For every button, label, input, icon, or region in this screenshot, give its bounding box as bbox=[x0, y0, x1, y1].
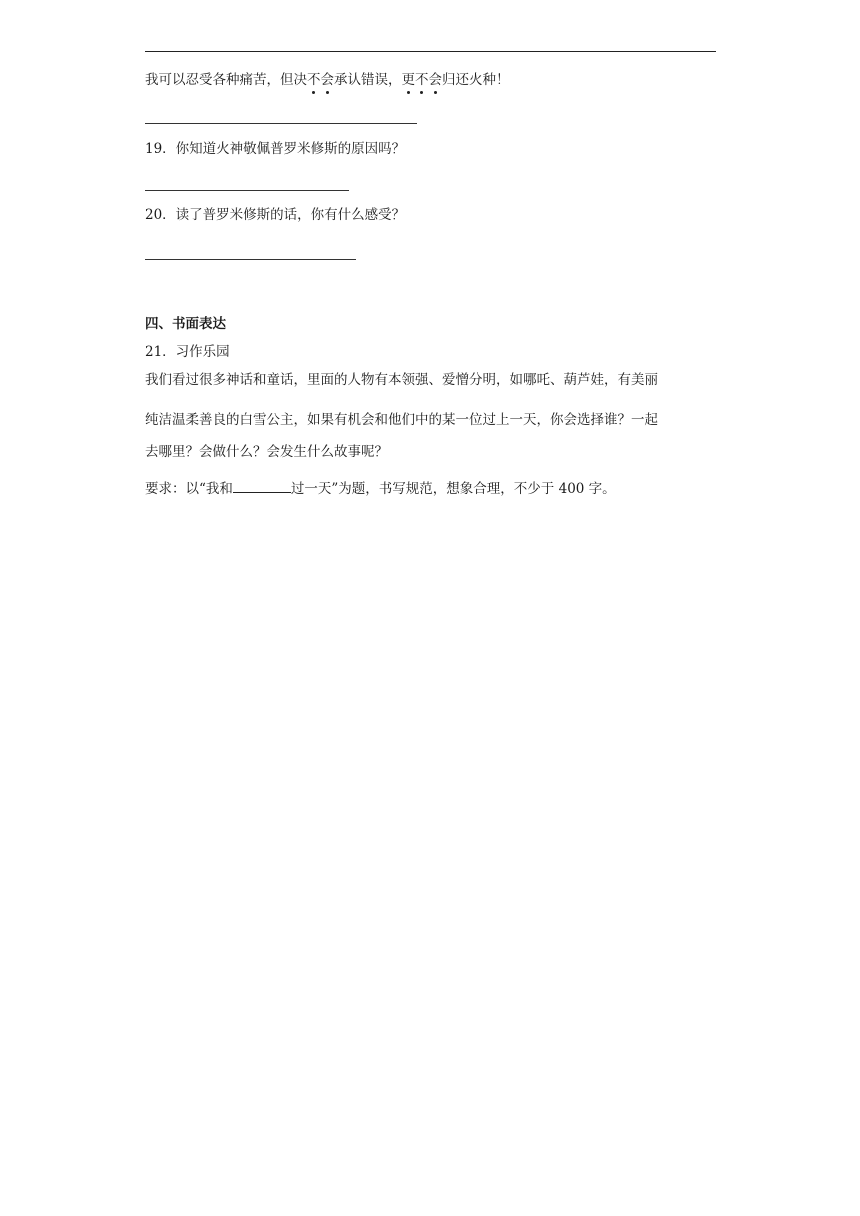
q18-sentence-part2: 承认错误， bbox=[334, 72, 402, 88]
q18-sentence bbox=[145, 70, 510, 90]
top-divider bbox=[145, 51, 716, 52]
section-heading: 四、书面表达 bbox=[145, 316, 226, 332]
q19-answer-line[interactable] bbox=[145, 190, 349, 191]
q21-requirement-suffix: 过一天”为题，书写规范，想象合理，不少于 400 字。 bbox=[290, 481, 616, 497]
q20-question: 20．读了普罗米修斯的话，你有什么感受？ bbox=[145, 207, 406, 223]
emphasis-char: 不 bbox=[415, 72, 429, 88]
emphasis-char: 会 bbox=[428, 72, 442, 88]
emphasis-char: 不 bbox=[307, 72, 321, 88]
title-fill-blank[interactable] bbox=[233, 478, 291, 493]
q21-requirement bbox=[145, 478, 616, 499]
emphasis-char: 会 bbox=[320, 72, 334, 88]
q18-sentence-part3: 归还火种！ bbox=[442, 72, 510, 88]
q20-answer-line[interactable] bbox=[145, 259, 356, 260]
q19-question: 19．你知道火神敬佩普罗米修斯的原因吗？ bbox=[145, 141, 406, 157]
q18-answer-line[interactable] bbox=[145, 123, 417, 124]
emphasis-char: 更 bbox=[401, 72, 415, 88]
q21-paragraph-line: 我们看过很多神话和童话，里面的人物有本领强、爱憎分明，如哪吒、葫芦娃，有美丽 bbox=[145, 372, 658, 388]
q21-paragraph-line: 纯洁温柔善良的白雪公主，如果有机会和他们中的某一位过上一天，你会选择谁？一起 bbox=[145, 412, 658, 428]
q18-sentence-part1: 我可以忍受各种痛苦，但决 bbox=[145, 72, 307, 88]
q21-paragraph-line: 去哪里？会做什么？会发生什么故事呢？ bbox=[145, 444, 388, 460]
q21-requirement-prefix: 要求：以“我和 bbox=[145, 481, 233, 497]
q21-title: 21．习作乐园 bbox=[145, 344, 230, 360]
